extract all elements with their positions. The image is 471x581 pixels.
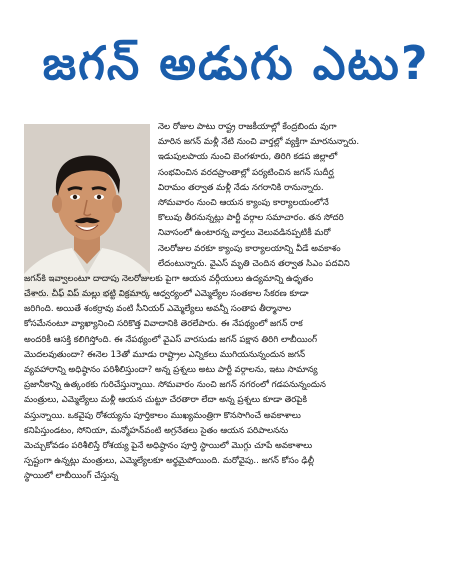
article-line: నెలరోజుల వరకూ క్యాంపు కార్యాలయాన్ని వీడే అవకాశం [158,243,341,254]
article-line: మెచ్చుకోవడం పరిశీలిస్తే రోశయ్య పైనే అధిష్ఠానం పూర్తి స్థాయిలో మొగ్గు చూపే అవకాశాలు [24,440,313,451]
article-line: ఇడుపులపాయ నుంచి బెంగళూరు, తిరిగి కడప జిల్లాలో [158,152,338,163]
article-line: కోసమేనంటూ వ్యాఖ్యానించి సరికొత్త వివాదానికి తెరలేపారు. ఈ నేపథ్యంలో జగన్ రాక [24,319,303,330]
article-line: సోమవారం నుంచి ఆయన క్యాంపు కార్యాలయంలోనే [158,197,329,208]
article-headline: జగన్ అడుగు ఎటు? [42,36,430,90]
article-line: సంభవించిన వరదప్రాంతాల్లో పర్యటించిన జగన్ సుదీర్ఘ [158,167,334,178]
article-line: జరిగింది. అయితే శంకర్రావు వంటి సీనియర్ ఎమ్మెల్యేలు అవన్నీ సంతాప తీర్మానాల [24,304,292,315]
article-line: నెల రోజుల పాటు రాష్ట్ర రాజకీయాల్లో కేంద్రబిందు వుగా [158,122,337,132]
article-line: విరామం తర్వాత మళ్లీ నేడు నగరానికి రానున్నారు. [158,182,324,193]
article-body [24,120,456,485]
article-line: స్పష్టంగా ఉన్నట్లు మంత్రులు, ఎమ్మెల్యేలకూ అర్థమైపోయింది. మరోవైపు.. జగన్ కోసం ఢిల్లీ [24,456,315,467]
article-line: జగన్‌కి ఇవ్వాలంటూ దాదాపు నెలరోజులకు పైగా ఆయన వర్గీయులు ఉద్యమాన్ని ఉధృతం [24,273,314,284]
article-line: మారిన జగన్ మళ్లీ నేటి నుంచి వార్తల్లో వ్యక్తిగా మారనున్నారు. [158,137,360,148]
article-line: వస్తున్నాయి. ఒకవైపు రోశయ్యను పూర్తికాలం ముఖ్యమంత్రిగా కొనసాగించే అవకాశాలు [24,410,301,421]
article-line: కనిపిస్తుండటం, సోనియా, మన్మోహన్‌వంటి అగ్రనేతలు సైతం ఆయన పరిపాలనను [24,425,289,436]
article-line: నివాసంలో ఉంటారన్న వార్తలు వెలువడినప్పటికీ మరో [158,228,331,239]
article-line: లేదంటున్నారు. వైఎస్ మృతి చెందిన తర్వాత సిఎం పదవిని [158,258,350,269]
article-line: కొలువు తీరనున్నట్లు పార్టీ వర్గాల సమాచారం. తన సోదరి [158,213,344,224]
article-line: వ్యవహారాన్ని అధిష్ఠానం పరిశీలిస్తుందా? అన్న ప్రశ్నలు అటు పార్టీ వర్గాలను, ఇటు సామాన్య [24,365,318,375]
article-line: ప్రజానీకాన్ని ఉత్కంఠకు గురిచేస్తున్నాయి. సోమవారం నుంచి జగన్ నగరంలో గడపనున్నందున [24,380,326,391]
article-line: చేశారు. చీఫ్ విప్ మల్లు భట్టి విక్రమార్క ఆధ్వర్యంలో ఎమ్మెల్యేల సంతకాల సేకరణ కూడా [24,289,309,300]
article-line: మంత్రులు, ఎమ్మెల్యేలు మళ్లీ ఆయన చుట్టూ చేరతారా లేదా అన్న ప్రశ్నలు కూడా తెరపైకి [24,395,307,406]
article-line: స్థాయిలో లాబీయింగ్ చేస్తున్న [24,471,119,482]
article-line: అందరికీ ఆసక్తి కలిగిస్తోంది. ఈ నేపథ్యంలో వైఎస్ వారసుడు జగన్ పక్షాన తిరిగి లాబీయింగ్ [24,334,318,345]
article-line: మొదలవుతుందా? ఈనెల 13తో మూడు రాష్ట్రాల ఎన్నికలు ముగియనున్నందున జగన్ [24,349,306,360]
